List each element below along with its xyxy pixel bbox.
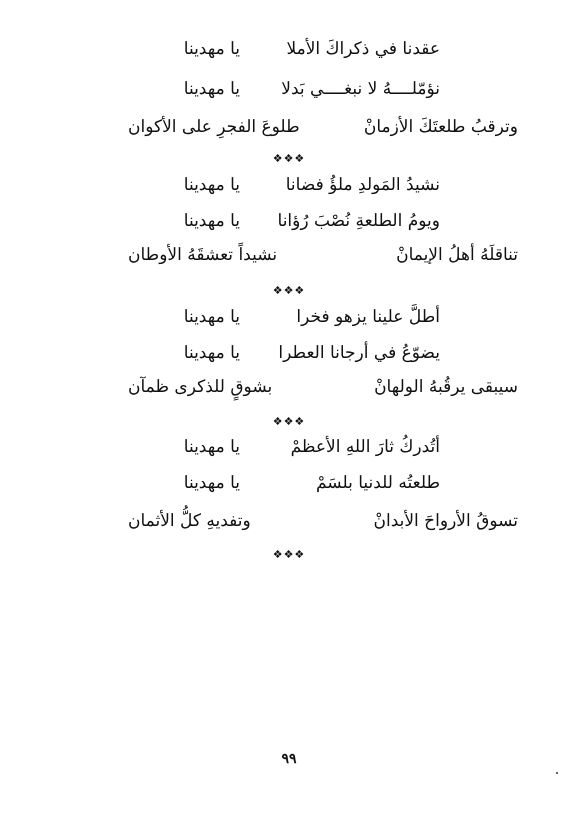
hemistich-second: طلوعَ الفجرِ على الأكوان [128,117,300,137]
hemistich-second: يا مهدينا [183,211,240,231]
poem-line-7 [0,306,578,328]
stanza-separator: ❖❖❖ [272,152,306,165]
poem-line-9 [128,376,518,398]
hemistich-second: يا مهدينا [183,307,240,327]
hemistich-first: ويومُ الطلعةِ نُصْبَ رُؤانا [277,211,440,231]
hemistich-first: تناقلَهُ أهلُ الإيمانْ [396,245,518,265]
hemistich-second: يا مهدينا [183,343,240,363]
hemistich-first: وترقبُ طلعتَكَ الأزمانْ [363,117,518,137]
stanza-separator: ❖❖❖ [272,415,306,428]
hemistich-first: يضوّعُ في أرجانا العطرا [278,343,440,363]
poem-line-3 [128,116,518,138]
hemistich-second: نشيداً تعشقَهُ الأوطان [128,245,278,265]
hemistich-first: أتُدركُ ثارَ اللهِ الأعظمْ [290,437,440,457]
hemistich-first: أطلَّ علينا يزهو فخرا [296,307,440,327]
poem-line-1 [0,38,578,60]
page-number: ٩٩ [281,751,297,767]
hemistich-second: يا مهدينا [183,39,240,59]
poem-line-2 [0,78,578,100]
poem-line-5 [0,210,578,232]
hemistich-second: وتفديهِ كلُّ الأثمان [128,511,251,531]
stanza-separator: ❖❖❖ [272,548,306,561]
poem-line-8 [0,342,578,364]
hemistich-first: سيبقى يرقُبهُ الولهانْ [374,377,518,397]
hemistich-second: يا مهدينا [183,79,240,99]
hemistich-first: تسوقُ الأرواحَ الأبدانْ [373,511,518,531]
poem-line-12 [128,510,518,532]
hemistich-second: بشوقٍ للذكرى ظمآن [128,377,273,397]
hemistich-first: طلعتُه للدنيا بلسَمْ [315,473,440,493]
poem-line-10 [0,436,578,458]
stanza-separator: ❖❖❖ [272,284,306,297]
poem-line-4 [0,174,578,196]
hemistich-second: يا مهدينا [183,437,240,457]
hemistich-second: يا مهدينا [183,473,240,493]
hemistich-first: عقدنا في ذكراكَ الأملا [286,39,440,59]
hemistich-second: يا مهدينا [183,175,240,195]
poem-line-11 [0,472,578,494]
poem-line-6 [128,244,518,266]
scan-speck [556,772,558,774]
hemistich-first: نؤمّلــــهُ لا نبغــــي بَدلا [281,79,440,99]
hemistich-first: نشيدُ المَولدِ ملؤُ فضانا [285,175,440,195]
